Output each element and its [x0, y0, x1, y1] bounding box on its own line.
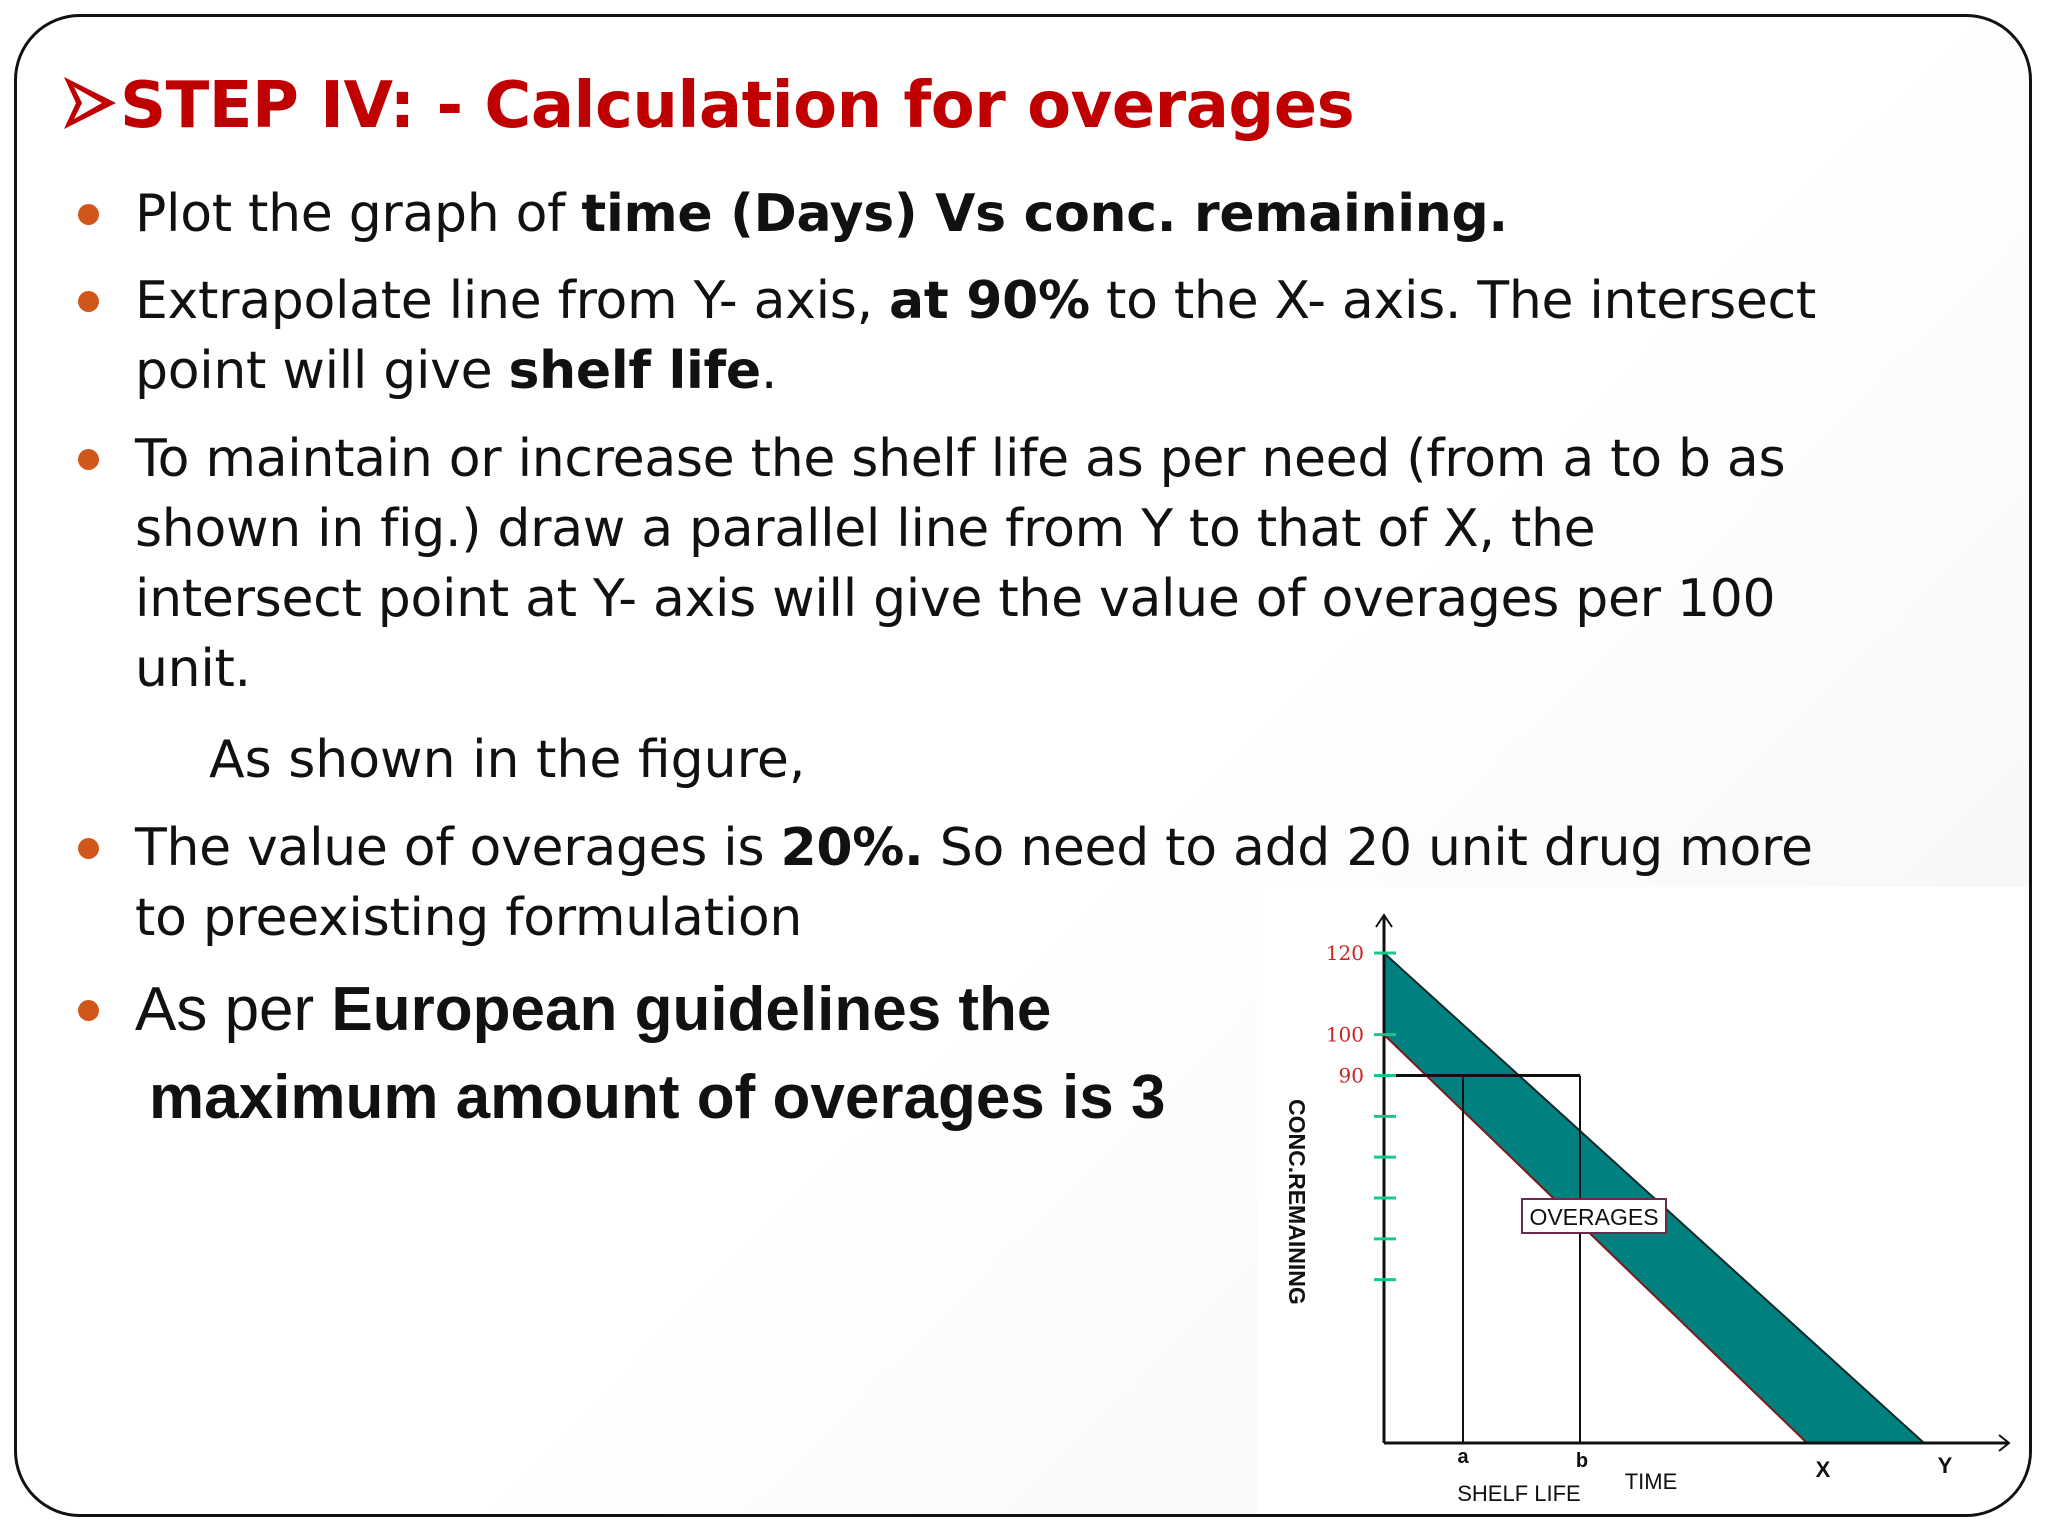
plain-text: The value of overages is	[135, 818, 781, 878]
european-bold-1: European guidelines the	[331, 975, 1052, 1044]
x-marker-y: Y	[1937, 1453, 1953, 1478]
plain-text: to the X- axis. The intersect	[1089, 271, 1816, 331]
european-prefix: As per	[135, 975, 332, 1044]
plain-text: point will give	[135, 341, 509, 401]
bullet-line	[135, 179, 1508, 249]
y-tick-label: 90	[1338, 1063, 1364, 1088]
bullet-text	[135, 179, 1508, 249]
bullet-dot-icon	[78, 449, 99, 470]
bullet-line	[135, 266, 1816, 336]
bullet-dot-icon	[78, 291, 99, 312]
overages-chart	[1257, 887, 2032, 1517]
bullet-dot-icon	[78, 838, 99, 859]
bullet-line	[135, 424, 1785, 494]
bold-text: at 90%	[889, 271, 1090, 331]
plain-text: Plot the graph of	[135, 184, 582, 244]
slide-title	[62, 69, 1354, 143]
slide	[14, 14, 2032, 1517]
plain-text: intersect point at Y- axis will give the value of overages per 100	[135, 569, 1776, 629]
plain-text: Extrapolate line from Y- axis,	[135, 271, 890, 331]
european-line-2: maximum amount of overages is 3	[149, 1063, 1166, 1132]
plain-text: To maintain or increase the shelf life as per need (from a to b as	[135, 429, 1786, 489]
european-line-1	[135, 966, 1051, 1054]
overages-label: OVERAGES	[1529, 1204, 1659, 1230]
x-marker-a: a	[1457, 1446, 1469, 1468]
plain-text: So need to add 20 unit drug more	[923, 818, 1813, 878]
bullet-line	[135, 634, 1785, 704]
bullet-line	[135, 813, 1813, 883]
bold-text: 20%.	[780, 818, 924, 878]
y-tick-label: 120	[1325, 941, 1364, 965]
bullet-dot-icon	[78, 1000, 99, 1021]
bullet-text	[135, 424, 1785, 704]
bold-text: shelf life	[508, 341, 761, 401]
shelf-life-label: SHELF LIFE	[1457, 1481, 1581, 1506]
plain-text: shown in fig.) draw a parallel line from Y to that of X, the	[135, 499, 1596, 559]
bold-text: time (Days) Vs conc. remaining.	[581, 184, 1508, 244]
indented-note: As shown in the figure,	[209, 730, 806, 790]
bullet-text	[135, 266, 1816, 406]
slide-title-text: STEP IV: - Calculation for overages	[120, 69, 1355, 143]
y-tick-label: 100	[1325, 1022, 1364, 1047]
arrow-bullet-icon	[62, 73, 118, 133]
bullet-line	[135, 494, 1785, 564]
bullet-line	[135, 564, 1785, 634]
degradation-line-100	[1384, 1035, 1807, 1443]
bullet-line	[135, 336, 1816, 406]
overages-figure	[1257, 887, 2032, 1517]
plain-text: unit.	[135, 639, 251, 699]
plain-text: to preexisting formulation	[135, 888, 803, 948]
y-axis-title: CONC.REMAINING	[1284, 1099, 1310, 1305]
x-marker-b: b	[1575, 1450, 1589, 1472]
plain-text: .	[760, 341, 778, 401]
bullet-dot-icon	[78, 204, 99, 225]
x-axis-title: TIME	[1624, 1469, 1678, 1494]
x-marker-x: X	[1815, 1457, 1831, 1482]
